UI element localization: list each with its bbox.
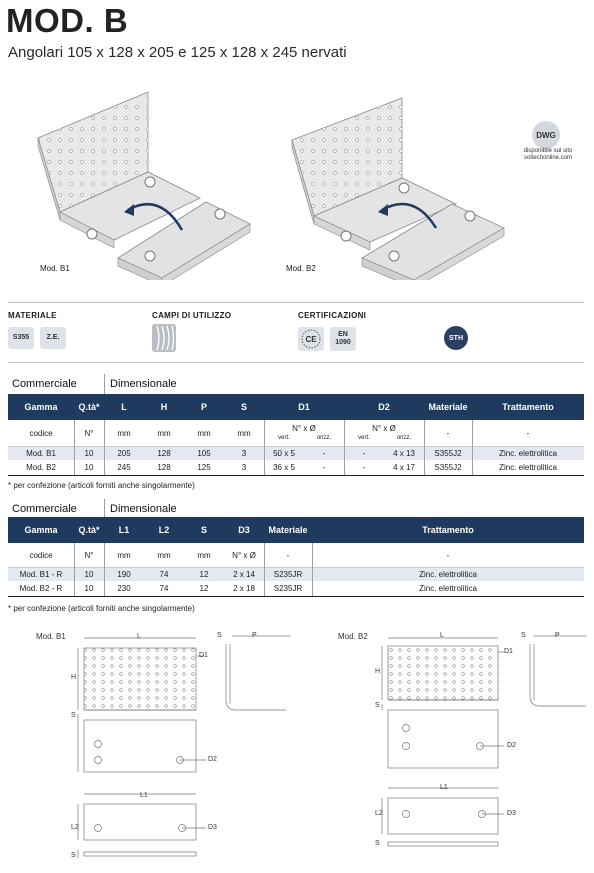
- unit-cell: -: [446, 550, 450, 560]
- cell-trattamento: Zinc. elettrolitica: [499, 449, 557, 458]
- dim-label-d2: D2: [208, 756, 217, 763]
- th-gamma: Gamma: [24, 402, 58, 412]
- dim-label-d1: D1: [199, 652, 208, 659]
- unit-cell: mm: [197, 428, 211, 438]
- dwg-note-line-1: disponibile sul sito: [523, 148, 573, 154]
- th-l: L: [121, 402, 127, 412]
- col-divider: [74, 420, 75, 475]
- dim-label-s-plate: S: [375, 840, 380, 847]
- caption-mod-b1: Mod. B1: [40, 264, 70, 273]
- th-materiale: Materiale: [268, 525, 308, 535]
- svg-text:CE: CE: [305, 335, 317, 344]
- sub-orizz: orizz.: [316, 435, 332, 441]
- table2-group-commerciale: Commerciale: [12, 503, 77, 515]
- cell-materiale: S355J2: [434, 449, 462, 458]
- cell-gamma: Mod. B2 - R: [19, 584, 63, 593]
- wood-usage-icon: [152, 324, 176, 352]
- col-divider: [344, 420, 345, 475]
- dim-label-l2: L2: [71, 824, 79, 831]
- cell-s: 3: [241, 449, 247, 458]
- cell-l: 205: [117, 449, 131, 458]
- cell-trattamento: Zinc. elettrolitica: [419, 570, 477, 579]
- th-h: H: [160, 402, 168, 412]
- th-s: S: [240, 402, 247, 412]
- cell-d1-orizz: -: [322, 463, 326, 472]
- dim-label-p: P: [252, 632, 257, 639]
- unit-cell: N° x Ø: [372, 423, 396, 433]
- th-l1: L1: [118, 525, 130, 535]
- unit-cell: N°: [84, 550, 94, 560]
- th-d3: D3: [238, 525, 250, 535]
- dim-label-s-side: S: [521, 632, 526, 639]
- table1-units-row: [8, 420, 584, 446]
- en1090-chip: [330, 327, 356, 351]
- en-number: 1090: [335, 339, 351, 346]
- dim-label-d2: D2: [507, 742, 516, 749]
- cell-materiale: S235JR: [273, 570, 303, 579]
- cell-d1-vert: 50 x 5: [273, 449, 295, 458]
- cell-qta: 10: [84, 584, 94, 593]
- dim-label-d3: D3: [208, 824, 217, 831]
- cell-qta: 10: [84, 570, 94, 579]
- cell-l1: 230: [117, 584, 131, 593]
- dwg-availability-note: [510, 148, 586, 162]
- table-bottom-rule: [8, 596, 584, 597]
- cell-d3: 2 x 18: [233, 584, 255, 593]
- table-row: [8, 582, 584, 595]
- dim-label-p: P: [555, 632, 560, 639]
- cell-trattamento: Zinc. elettrolitica: [419, 584, 477, 593]
- table1-group-dimensionale: Dimensionale: [110, 378, 177, 390]
- material-chip-s355: S355: [8, 327, 34, 349]
- dim-label-l2: L2: [375, 810, 383, 817]
- th-qta: Q.tà*: [78, 525, 100, 535]
- col-divider: [74, 543, 75, 596]
- col-divider: [264, 543, 265, 596]
- technical-drawings: [0, 630, 594, 873]
- table-row: [8, 447, 584, 460]
- cell-d2-orizz: 4 x 17: [393, 463, 415, 472]
- dim-label-h: H: [375, 668, 381, 675]
- cell-h: 128: [157, 449, 171, 458]
- cell-s: 12: [199, 570, 209, 579]
- unit-cell: N° x Ø: [232, 550, 256, 560]
- divider: [8, 362, 584, 363]
- ce-marking-icon: [298, 327, 324, 351]
- sub-vert: vert.: [278, 435, 290, 441]
- cell-d2-vert: -: [362, 449, 366, 458]
- cell-s: 12: [199, 584, 209, 593]
- table1-group-commerciale: Commerciale: [12, 378, 77, 390]
- th-materiale: Materiale: [428, 402, 468, 412]
- cell-l2: 74: [159, 570, 169, 579]
- th-trattamento: Trattamento: [502, 402, 554, 412]
- col-divider: [104, 420, 105, 475]
- dim-label-l: L: [440, 632, 444, 639]
- dim-label-l1: L1: [440, 784, 448, 791]
- th-d1: D1: [298, 402, 310, 412]
- cell-l2: 74: [159, 584, 169, 593]
- dim-label-s-side: S: [217, 632, 222, 639]
- drawing-b2: [382, 636, 586, 846]
- cell-gamma: Mod. B2: [26, 463, 56, 472]
- unit-cell: -: [286, 550, 290, 560]
- table1-footnote: * per confezione (articoli forniti anche singolarmente): [8, 481, 195, 490]
- unit-cell: -: [526, 428, 530, 438]
- cell-p: 105: [197, 449, 211, 458]
- page-subtitle: Angolari 105 x 128 x 205 e 125 x 128 x 245 nervati: [8, 44, 347, 61]
- caption-mod-b2: Mod. B2: [286, 264, 316, 273]
- cell-p: 125: [197, 463, 211, 472]
- col-divider: [472, 420, 473, 475]
- dim-label-d3: D3: [507, 810, 516, 817]
- th-s: S: [200, 525, 207, 535]
- drawing-label-b1: Mod. B1: [36, 632, 66, 641]
- bracket-b1-image: [38, 92, 250, 280]
- th-qta: Q.tà*: [78, 402, 100, 412]
- cell-materiale: S355J2: [434, 463, 462, 472]
- unit-cell: mm: [157, 550, 171, 560]
- unit-cell: mm: [157, 428, 171, 438]
- group-divider: [104, 374, 105, 394]
- cell-d1-vert: 36 x 5: [273, 463, 295, 472]
- dim-label-s: S: [71, 712, 76, 719]
- unit-cell: mm: [237, 428, 251, 438]
- unit-cell: codice: [29, 428, 53, 438]
- page-title: MOD. B: [6, 2, 129, 39]
- sub-vert: vert.: [358, 435, 370, 441]
- th-gamma: Gamma: [24, 525, 58, 535]
- dim-label-s: S: [375, 702, 380, 709]
- material-chip-ze: Z.E.: [40, 327, 66, 349]
- divider: [8, 302, 584, 303]
- table-row: [8, 568, 584, 581]
- cell-s: 3: [241, 463, 247, 472]
- dim-label-d1: D1: [504, 648, 513, 655]
- cell-d3: 2 x 14: [233, 570, 255, 579]
- table1-header: [8, 394, 584, 420]
- unit-cell: N° x Ø: [292, 423, 316, 433]
- dim-label-h: H: [71, 674, 77, 681]
- bracket-b2-image: [292, 98, 504, 280]
- materiale-heading: MATERIALE: [8, 311, 57, 320]
- cell-materiale: S235JR: [273, 584, 303, 593]
- unit-cell: mm: [117, 550, 131, 560]
- th-d2: D2: [378, 402, 390, 412]
- th-p: P: [200, 402, 207, 412]
- sth-badge-icon: STH: [444, 326, 468, 350]
- cell-d2-orizz: 4 x 13: [393, 449, 415, 458]
- cell-h: 128: [157, 463, 171, 472]
- certificazioni-heading: CERTIFICAZIONI: [298, 311, 367, 320]
- cell-l1: 190: [117, 570, 131, 579]
- dim-label-s-plate: S: [71, 852, 76, 859]
- th-trattamento: Trattamento: [422, 525, 474, 535]
- cell-qta: 10: [84, 463, 94, 472]
- cell-d1-orizz: -: [322, 449, 326, 458]
- table-row: [8, 461, 584, 474]
- col-divider: [312, 543, 313, 596]
- campi-heading: CAMPI DI UTILIZZO: [152, 311, 232, 320]
- cell-trattamento: Zinc. elettrolitica: [499, 463, 557, 472]
- drawing-b1: [78, 636, 290, 858]
- cell-gamma: Mod. B1: [26, 449, 56, 458]
- en-label: EN: [338, 331, 348, 338]
- table2-group-dimensionale: Dimensionale: [110, 503, 177, 515]
- table-bottom-rule: [8, 475, 584, 476]
- col-divider: [264, 420, 265, 475]
- unit-cell: -: [446, 428, 450, 438]
- cell-qta: 10: [84, 449, 94, 458]
- cell-l: 245: [117, 463, 131, 472]
- th-l2: L2: [158, 525, 170, 535]
- drawing-label-b2: Mod. B2: [338, 632, 368, 641]
- dwg-download-icon[interactable]: DWG: [532, 121, 560, 149]
- table2-units-row: [8, 543, 584, 567]
- table2-footnote: * per confezione (articoli forniti anche singolarmente): [8, 604, 195, 613]
- unit-cell: mm: [197, 550, 211, 560]
- dim-label-l: L: [137, 633, 141, 640]
- product-illustrations: [0, 80, 594, 280]
- cell-d2-vert: -: [362, 463, 366, 472]
- cell-gamma: Mod. B1 - R: [19, 570, 63, 579]
- col-divider: [104, 543, 105, 596]
- group-divider: [104, 499, 105, 517]
- unit-cell: N°: [84, 428, 94, 438]
- sub-orizz: orizz.: [396, 435, 412, 441]
- dwg-note-link[interactable]: soltechonline.com: [523, 155, 573, 161]
- dim-label-l1: L1: [140, 792, 148, 799]
- col-divider: [424, 420, 425, 475]
- unit-cell: codice: [29, 550, 53, 560]
- unit-cell: mm: [117, 428, 131, 438]
- table2-header: [8, 517, 584, 543]
